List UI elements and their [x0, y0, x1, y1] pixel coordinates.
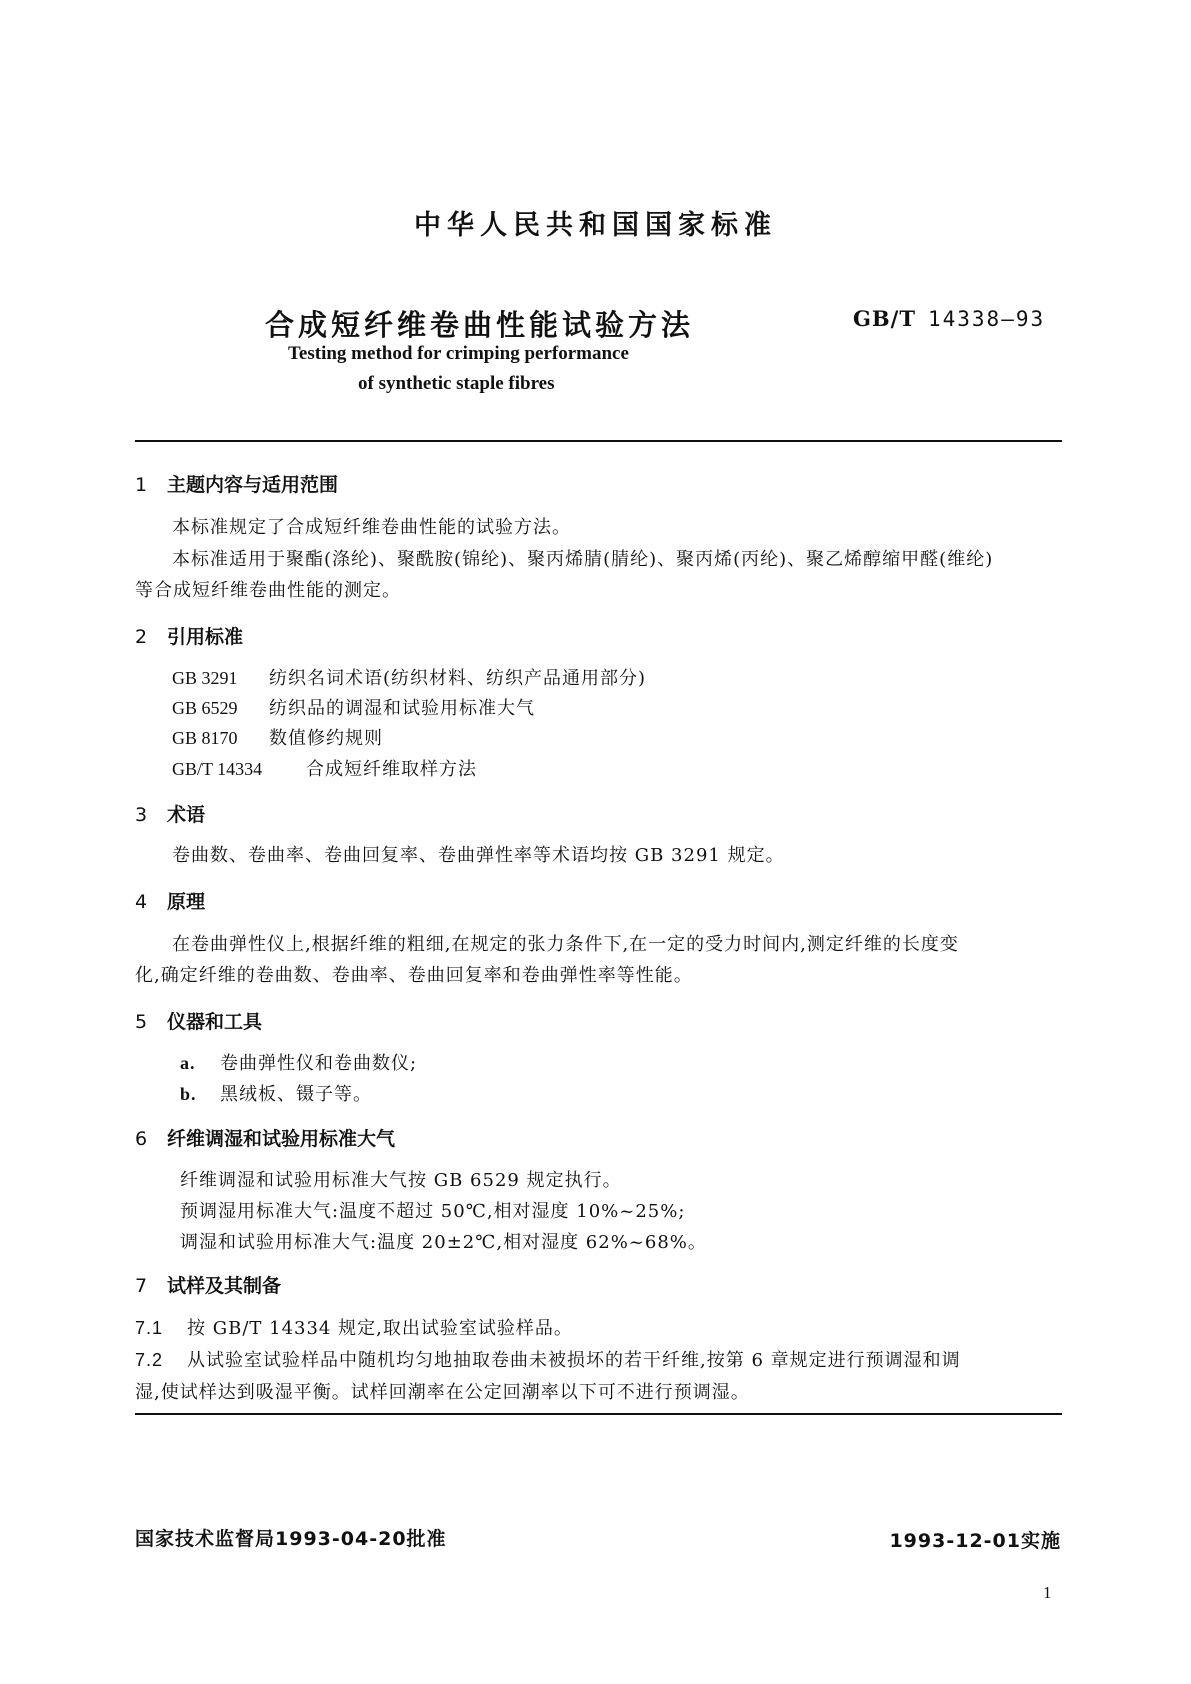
- approval-line: 国家技术监督局1993-04-20批准: [135, 1528, 447, 1550]
- clause-7-2: [135, 1346, 961, 1372]
- section-4-paragraph: 在卷曲弹性仪上,根据纤维的粗细,在规定的张力条件下,在一定的受力时间内,测定纤维的长度变: [172, 934, 959, 955]
- section-2-heading: [135, 622, 243, 649]
- reference-title: 数值修约规则: [269, 728, 383, 749]
- list-item: [180, 1080, 372, 1106]
- section-4-paragraph-cont: 化,确定纤维的卷曲数、卷曲率、卷曲回复率和卷曲弹性率等性能。: [135, 965, 693, 986]
- reference-item: [172, 694, 535, 720]
- reference-item: [172, 664, 646, 690]
- reference-code: GB 8170: [172, 728, 238, 748]
- section-1-paragraph-1: 本标准规定了合成短纤维卷曲性能的试验方法。: [172, 517, 571, 538]
- reference-title: 纺织品的调湿和试验用标准大气: [269, 698, 535, 719]
- national-standard-heading: 中华人民共和国国家标准: [414, 210, 777, 241]
- standard-prefix: GB/T: [853, 306, 916, 331]
- section-title: 试样及其制备: [167, 1275, 282, 1297]
- section-5-heading: [135, 1007, 262, 1034]
- section-3-heading: [135, 800, 205, 827]
- section-1-heading: [135, 470, 338, 497]
- effective-date-line: 1993-12-01实施: [889, 1530, 1061, 1552]
- reference-code: GB/T 14334: [172, 759, 263, 779]
- list-item-text: 卷曲弹性仪和卷曲数仪;: [220, 1053, 418, 1074]
- clause-number: 7.2: [135, 1350, 164, 1370]
- section-6-paragraph-2: 预调湿用标准大气:温度不超过 50℃,相对湿度 10%~25%;: [180, 1201, 686, 1222]
- section-number: 6: [135, 1128, 148, 1150]
- section-number: 1: [135, 474, 148, 496]
- standard-number: [853, 306, 1045, 331]
- clause-7-2-cont: 湿,使试样达到吸湿平衡。试样回潮率在公定回潮率以下可不进行预调湿。: [135, 1382, 750, 1403]
- clause-text: 从试验室试验样品中随机均匀地抽取卷曲未被损坏的若干纤维,按第 6 章规定进行预调湿和调: [187, 1350, 961, 1371]
- reference-item: [172, 755, 477, 781]
- clause-text: 按 GB/T 14334 规定,取出试验室试验样品。: [187, 1318, 573, 1339]
- standard-title-en-line1: Testing method for crimping performance: [288, 343, 629, 364]
- section-title: 仪器和工具: [167, 1011, 263, 1033]
- section-number: 4: [135, 891, 148, 913]
- standard-title-cn: 合成短纤维卷曲性能试验方法: [265, 308, 695, 342]
- section-1-paragraph-2: 本标准适用于聚酯(涤纶)、聚酰胺(锦纶)、聚丙烯腈(腈纶)、聚丙烯(丙纶)、聚乙烯醇缩甲醛(维纶): [172, 549, 994, 570]
- standard-title-en-line2: of synthetic staple fibres: [358, 373, 555, 394]
- reference-title: 纺织名词术语(纺织材料、纺织产品通用部分): [269, 668, 647, 689]
- section-title: 主题内容与适用范围: [167, 474, 339, 496]
- section-4-heading: [135, 887, 205, 914]
- list-item-key: a.: [180, 1053, 196, 1073]
- section-number: 3: [135, 804, 148, 826]
- header-rule: [135, 440, 1062, 442]
- reference-title: 合成短纤维取样方法: [306, 759, 477, 780]
- section-number: 7: [135, 1275, 148, 1297]
- reference-code: GB 6529: [172, 698, 238, 718]
- section-6-paragraph-3: 调湿和试验用标准大气:温度 20±2℃,相对湿度 62%~68%。: [180, 1232, 707, 1253]
- section-7-heading: [135, 1271, 281, 1298]
- standard-code: 14338—93: [927, 307, 1046, 331]
- section-title: 引用标准: [167, 626, 244, 648]
- list-item-key: b.: [180, 1084, 197, 1104]
- section-3-paragraph: 卷曲数、卷曲率、卷曲回复率、卷曲弹性率等术语均按 GB 3291 规定。: [172, 845, 785, 866]
- section-number: 5: [135, 1011, 148, 1033]
- clause-7-1: [135, 1314, 573, 1340]
- page-number: 1: [1043, 1583, 1052, 1602]
- footer-rule: [135, 1413, 1062, 1415]
- list-item: [180, 1049, 417, 1075]
- section-title: 术语: [167, 804, 206, 826]
- section-1-paragraph-2-cont: 等合成短纤维卷曲性能的测定。: [135, 580, 401, 601]
- section-6-paragraph-1: 纤维调湿和试验用标准大气按 GB 6529 规定执行。: [180, 1170, 622, 1191]
- section-number: 2: [135, 626, 148, 648]
- reference-item: [172, 724, 383, 750]
- clause-number: 7.1: [135, 1318, 164, 1338]
- section-6-heading: [135, 1124, 395, 1151]
- list-item-text: 黑绒板、镊子等。: [220, 1084, 372, 1105]
- reference-code: GB 3291: [172, 668, 238, 688]
- section-title: 纤维调湿和试验用标准大气: [167, 1128, 396, 1150]
- section-title: 原理: [167, 891, 206, 913]
